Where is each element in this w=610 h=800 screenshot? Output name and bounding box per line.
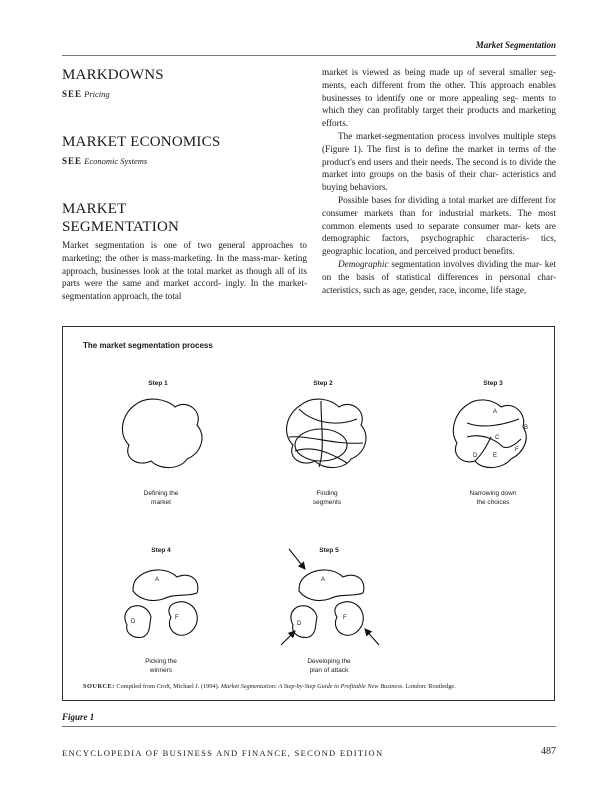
step-3-caption: Narrowing down the choices — [469, 490, 517, 506]
step5-segment-a — [299, 570, 364, 601]
step3-letter-d: D — [473, 453, 478, 459]
step2-segment-lines — [289, 401, 363, 467]
step5-segment-d — [291, 606, 317, 638]
right-para-2: The market-segmentation process involves multiple steps (Figure 1). The first is to define the market in terms of the product's end users and their needs. The second is to divide the market into groups on the basis of their char- acteristics and buying behaviors. — [322, 130, 556, 193]
source-end: . London: Routledge. — [402, 683, 456, 690]
step4-letter-d: D — [131, 619, 136, 625]
attack-arrow-f — [365, 629, 379, 645]
figure-title: The market segmentation process — [83, 341, 213, 350]
right-column — [322, 66, 556, 296]
see-label: SEE — [62, 89, 83, 99]
step3-letter-c: C — [495, 435, 500, 441]
running-head: Market Segmentation — [475, 40, 556, 50]
source-text: Compiled from Croft, Michael J. (1994). — [114, 683, 221, 690]
right-para-3: Possible bases for dividing a total market are different for consumer markets than for industrial markets. The most common elements used to separate consumer mar- kets are demographic factors, psychographic characteris- tics, geographic location, and perceived product benefits. — [322, 194, 556, 257]
header-rule — [62, 55, 556, 56]
source-label: SOURCE: — [83, 683, 115, 690]
figure-caption: Figure 1 — [62, 712, 95, 722]
attack-arrow-a — [289, 549, 305, 569]
attack-arrow-d — [281, 631, 295, 645]
figure-source — [83, 683, 456, 690]
step1-market-blob — [122, 399, 202, 468]
step-2-caption: Finding segments — [312, 490, 342, 506]
see-label: SEE — [62, 156, 83, 166]
page-number: 487 — [541, 746, 556, 757]
step-1-label: Step 1 — [148, 380, 168, 387]
step4-letter-f: F — [175, 615, 179, 621]
step5-segment-f — [335, 602, 363, 636]
step-1-caption: Defining the market — [143, 490, 179, 506]
step3-letter-e: E — [493, 453, 498, 459]
footer-rule — [62, 726, 556, 727]
market-segmentation-intro: Market segmentation is one of two general approaches to marketing; the other is mass-marketing. In the mass-mar- keting approach, businesses look at the total market as though all of its parts were the same and market accord- ingly. In the market-segmentation approach, the total — [62, 240, 307, 302]
market-economics-see-ref — [62, 155, 307, 167]
right-para-1: market is viewed as being made up of several smaller seg- ments, each different from the other. This approach enables businesses to identify one or more appealing seg- ments to which they can profitably target their products and marketing efforts. — [322, 67, 556, 129]
right-para-4 — [322, 258, 556, 296]
see-link-economic-systems[interactable]: Economic Systems — [84, 156, 148, 166]
step-4-label: Step 4 — [151, 547, 171, 554]
step4-segment-f — [169, 602, 197, 636]
step3-letter-b: B — [524, 425, 529, 431]
figure-1 — [62, 326, 555, 701]
source-title: Market Segmentation: A Step-by-Step Guide to Profitable New Business — [220, 683, 403, 690]
step-2-label: Step 2 — [313, 380, 333, 387]
step-5-label: Step 5 — [319, 547, 339, 554]
demographic-term: Demographic — [338, 258, 389, 269]
footer-title: ENCYCLOPEDIA OF BUSINESS AND FINANCE, SECOND EDITION — [62, 748, 384, 758]
market-economics-heading: MARKET ECONOMICS — [62, 134, 221, 150]
step5-letter-f: F — [343, 615, 347, 621]
see-link-pricing[interactable]: Pricing — [84, 89, 110, 99]
market-segmentation-heading-line2: SEGMENTATION — [62, 219, 180, 235]
market-segmentation-heading-line1: MARKET — [62, 201, 127, 217]
step4-letter-a: A — [155, 577, 160, 583]
left-column — [62, 66, 307, 303]
right-para-4-text: segmentation involves dividing the mar- ket on the basis of statistical differences in personal char- acteristics, such as age, gender, race, income, life stage, — [322, 258, 556, 295]
markdowns-heading: MARKDOWNS — [62, 67, 164, 83]
step3-letter-a: A — [493, 409, 498, 415]
step-4-caption: Picking the winners — [145, 658, 177, 674]
step3-market-blob — [453, 400, 529, 468]
step3-letter-f: F — [515, 447, 519, 453]
segmentation-diagram — [63, 327, 556, 702]
step5-letter-d: D — [297, 621, 302, 627]
markdowns-see-ref — [62, 88, 307, 100]
step-5-caption: Developing the plan of attack — [307, 658, 351, 674]
step4-segment-a — [133, 570, 198, 601]
step4-segment-d — [125, 606, 151, 638]
step2-market-blob — [287, 399, 366, 468]
step-3-label: Step 3 — [483, 380, 503, 387]
step5-letter-a: A — [321, 577, 326, 583]
